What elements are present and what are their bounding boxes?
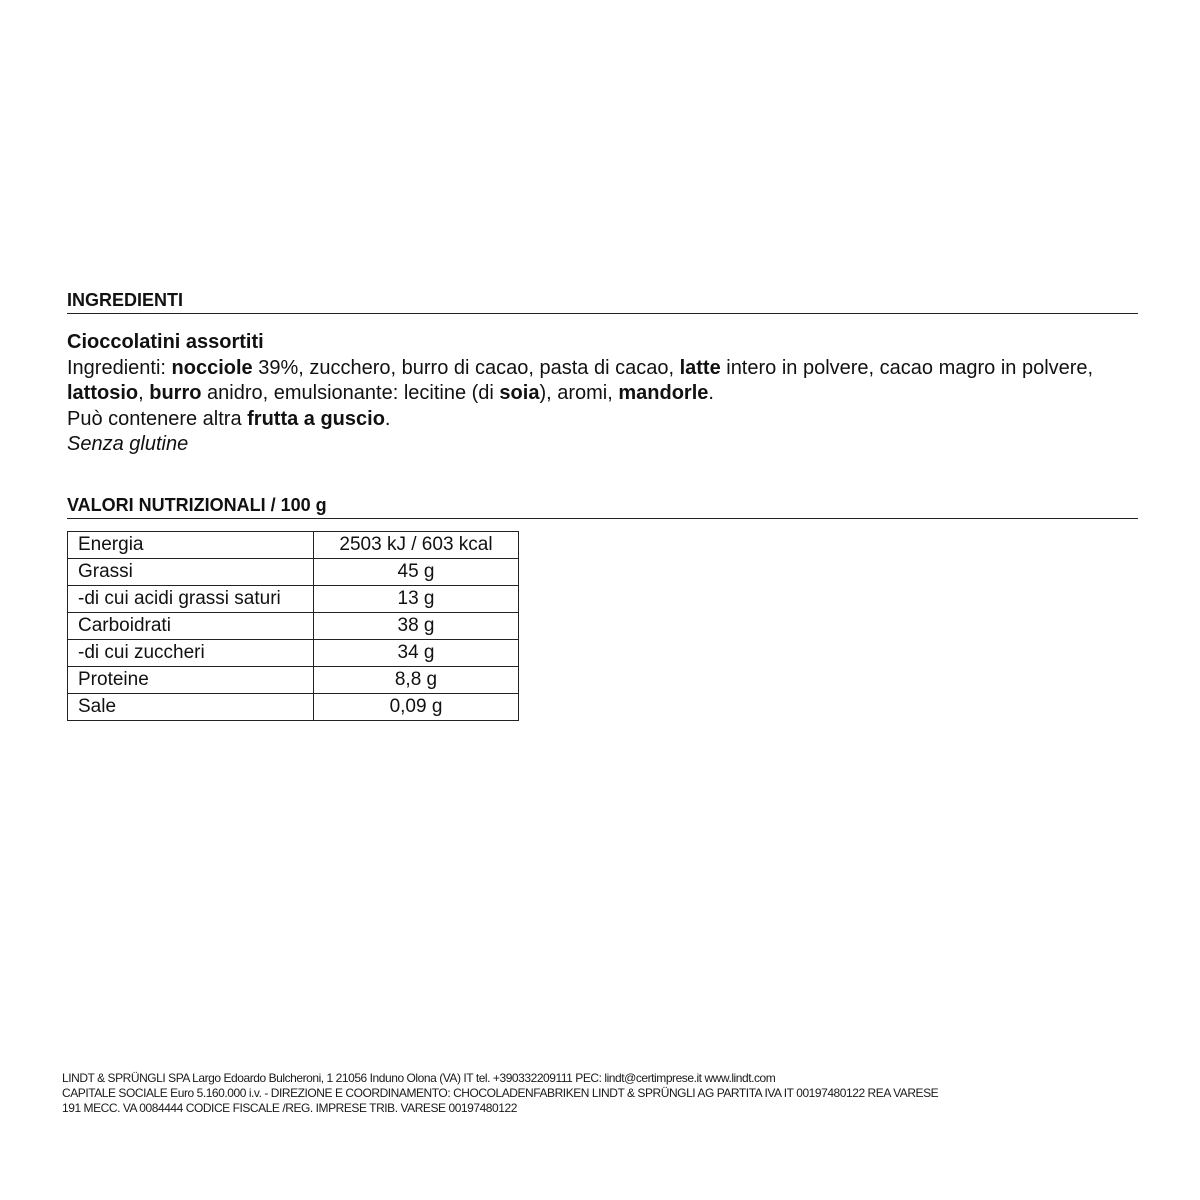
nutrition-table	[67, 531, 519, 721]
nutrient-label: Carboidrati	[68, 613, 314, 640]
nutrient-label: Grassi	[68, 559, 314, 586]
nutrition-row	[68, 613, 519, 640]
ingredients-heading: INGREDIENTI	[67, 290, 1138, 314]
nutrient-label: Proteine	[68, 667, 314, 694]
nutrition-row	[68, 667, 519, 694]
nutrition-row	[68, 559, 519, 586]
company-footer	[62, 1071, 1152, 1116]
allergen-text: burro	[149, 382, 202, 404]
nutrient-value: 0,09 g	[314, 694, 519, 721]
footer-line: CAPITALE SOCIALE Euro 5.160.000 i.v. - DIREZIONE E COORDINAMENTO: CHOCOLADENFABRIKEN LINDT & SPRÜNGLI AG PARTITA IVA IT 00197480122 REA VARESE	[62, 1086, 939, 1100]
nutrient-label: Sale	[68, 694, 314, 721]
allergen-text: frutta a guscio	[247, 407, 385, 430]
nutrient-value: 13 g	[314, 586, 519, 613]
allergen-text: mandorle	[618, 382, 709, 404]
allergen-text: latte	[679, 356, 721, 379]
nutrient-label: -di cui zuccheri	[68, 640, 314, 667]
nutrient-value: 38 g	[314, 613, 519, 640]
nutrition-row	[68, 532, 519, 559]
nutrient-value: 8,8 g	[314, 667, 519, 694]
ingredient-text: 39%, zucchero, burro di cacao, pasta di cacao,	[252, 356, 680, 379]
footer-line: 191 MECC. VA 0084444 CODICE FISCALE /REG. IMPRESE TRIB. VARESE 00197480122	[62, 1101, 517, 1115]
product-name: Cioccolatini assortiti	[67, 331, 264, 353]
ingredient-text: intero in polvere, cacao magro in polvere,	[720, 356, 1094, 379]
nutrition-row	[68, 586, 519, 613]
ingredient-text: .	[708, 382, 714, 404]
gluten-free-note: Senza glutine	[67, 433, 189, 455]
ingredients-list	[67, 356, 1147, 407]
allergen-text: soia	[499, 382, 540, 404]
ingredients-block	[67, 330, 1147, 458]
ingredient-text: ,	[138, 382, 150, 404]
allergen-text: lattosio	[67, 382, 139, 404]
nutrient-value: 45 g	[314, 559, 519, 586]
ingredient-text: Può contenere altra	[67, 407, 248, 430]
nutrient-label: Energia	[68, 532, 314, 559]
footer-line: LINDT & SPRÜNGLI SPA Largo Edoardo Bulcheroni, 1 21056 Induno Olona (VA) IT tel. +390332209111 PEC: lindt@certimprese.it www.lindt.com	[62, 1071, 776, 1085]
ingredient-text: anidro, emulsionante: lecitine (di	[201, 382, 500, 404]
nutrition-row	[68, 640, 519, 667]
ingredient-text: ), aromi,	[539, 382, 619, 404]
allergen-text: nocciole	[171, 356, 253, 379]
nutrient-value: 2503 kJ / 603 kcal	[314, 532, 519, 559]
ingredient-text: .	[384, 407, 391, 430]
nutrient-label: -di cui acidi grassi saturi	[68, 586, 314, 613]
nutrition-row	[68, 694, 519, 721]
nutrient-value: 34 g	[314, 640, 519, 667]
may-contain-note	[67, 407, 1147, 433]
nutrition-heading: VALORI NUTRIZIONALI / 100 g	[67, 495, 1138, 519]
ingredient-text: Ingredienti:	[67, 356, 172, 379]
